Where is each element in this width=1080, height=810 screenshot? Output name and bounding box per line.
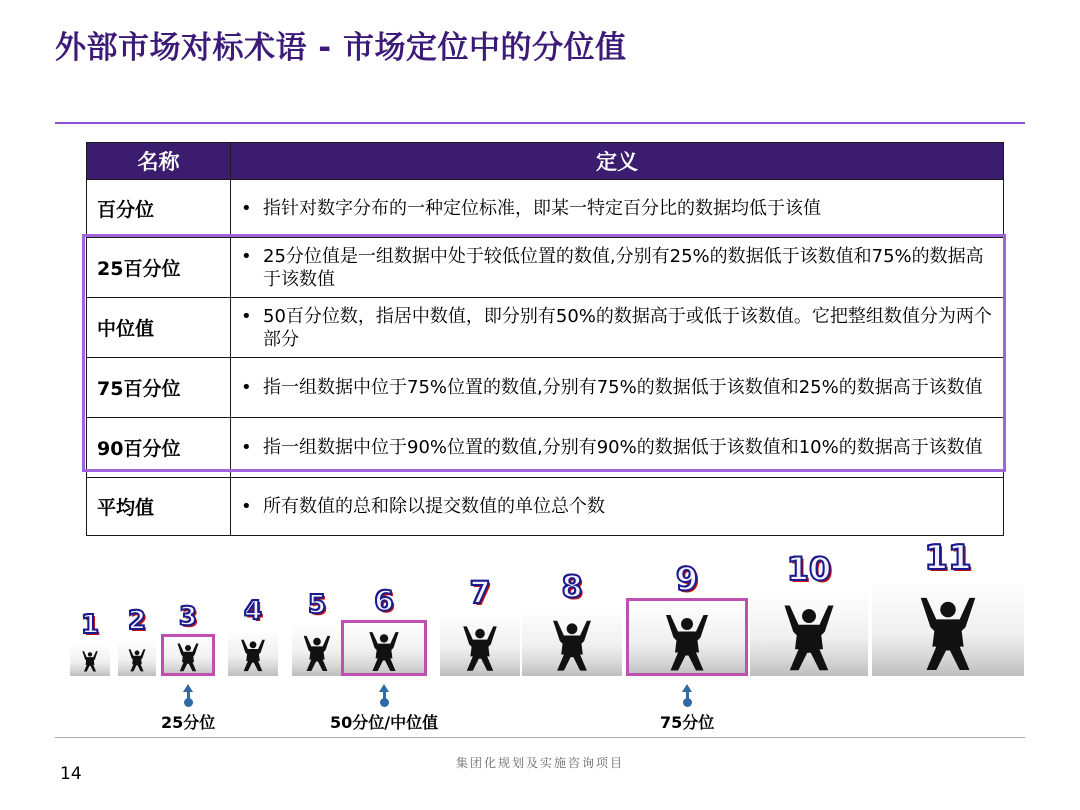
page-number: 14 <box>60 764 82 784</box>
header-name: 名称 <box>87 143 231 180</box>
definition-text: 指一组数据中位于75%位置的数值,分别有75%的数据低于该数值和25%的数据高于该数值 <box>263 377 983 398</box>
bullet: • <box>241 198 252 219</box>
person-silhouette-icon <box>774 602 844 672</box>
percentile-figure-illustration <box>0 540 1080 740</box>
figure-number: 6 <box>374 584 394 617</box>
header-definition: 定义 <box>231 143 1004 180</box>
table-row <box>87 180 1004 238</box>
bullet: • <box>241 305 252 327</box>
term-name: 90百分位 <box>87 418 231 478</box>
footer-project-name: 集团化规划及实施咨询项目 <box>455 756 624 770</box>
term-name: 平均值 <box>87 478 231 536</box>
term-definition <box>231 418 1004 478</box>
term-name: 中位值 <box>87 298 231 358</box>
table-row <box>87 478 1004 536</box>
bullet: • <box>241 377 252 398</box>
title-divider <box>55 122 1025 124</box>
bullet: • <box>241 496 252 517</box>
table-row <box>87 358 1004 418</box>
figure-number: 3 <box>178 602 198 632</box>
figure-number: 8 <box>561 570 583 605</box>
marker-dot <box>380 698 389 707</box>
figure-number: 5 <box>307 590 327 620</box>
bullet: • <box>241 245 252 267</box>
figure-number: 9 <box>675 560 699 598</box>
page-title: 外部市场对标术语 - 市场定位中的分位值 <box>55 30 627 66</box>
definition-text: 25分位值是一组数据中处于较低位置的数值,分别有25%的数据低于该数值和75%的数据高于该数值 <box>263 245 984 290</box>
percentile-marker-label: 25分位 <box>161 713 216 732</box>
term-definition <box>231 180 1004 238</box>
definition-text: 50百分位数，指居中数值，即分别有50%的数据高于或低于该数值。它把整组数值分为两个部分 <box>263 305 992 350</box>
term-name: 75百分位 <box>87 358 231 418</box>
percentile-definitions-table <box>86 142 1004 536</box>
table-row <box>87 298 1004 358</box>
term-definition <box>231 238 1004 298</box>
definition-text: 指一组数据中位于90%位置的数值,分别有90%的数据低于该数值和10%的数据高于该数值 <box>263 437 983 458</box>
person-silhouette-icon <box>236 638 270 672</box>
percentile-figure-highlight <box>341 620 427 676</box>
percentile-figure-highlight <box>626 598 748 676</box>
definition-text: 指针对数字分布的一种定位标准，即某一特定百分比的数据均低于该值 <box>263 198 821 219</box>
person-silhouette-icon <box>125 648 149 672</box>
table-row <box>87 418 1004 478</box>
term-name: 百分位 <box>87 180 231 238</box>
marker-dot <box>184 698 193 707</box>
marker-dot <box>683 698 692 707</box>
term-definition <box>231 478 1004 536</box>
table-row <box>87 238 1004 298</box>
table-header-row <box>87 143 1004 180</box>
term-name: 25百分位 <box>87 238 231 298</box>
term-definition <box>231 358 1004 418</box>
person-silhouette-icon <box>79 650 101 672</box>
figure-number: 11 <box>924 538 972 578</box>
person-silhouette-icon <box>456 624 504 672</box>
percentile-marker-label: 50分位/中位值 <box>330 713 439 732</box>
figure-number: 7 <box>469 576 491 611</box>
bullet: • <box>241 437 252 458</box>
person-silhouette-icon <box>909 594 987 672</box>
figure-number: 10 <box>786 550 832 588</box>
definition-text: 所有数值的总和除以提交数值的单位总个数 <box>263 496 605 517</box>
percentile-figure-highlight <box>161 634 215 676</box>
percentile-marker-label: 75分位 <box>660 713 715 732</box>
footer-divider <box>55 737 1025 738</box>
person-silhouette-icon <box>298 634 336 672</box>
figure-number: 2 <box>127 606 147 636</box>
figure-number: 1 <box>80 610 100 640</box>
term-definition <box>231 298 1004 358</box>
person-silhouette-icon <box>545 618 599 672</box>
figure-number: 4 <box>243 596 263 626</box>
